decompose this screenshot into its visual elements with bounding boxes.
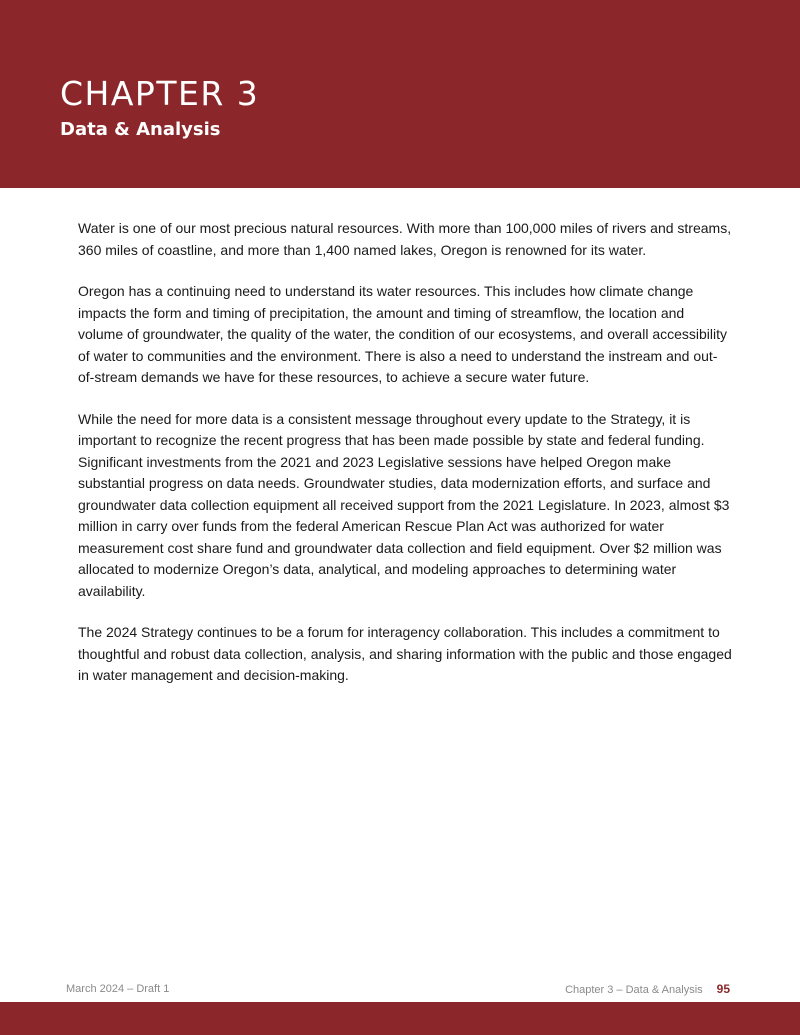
footer-chapter-label: Chapter 3 – Data & Analysis: [565, 984, 703, 996]
page-number: 95: [716, 982, 730, 996]
paragraph-intro: Water is one of our most precious natural resources. With more than 100,000 miles of rivers and streams, 360 miles of coastline, and more than 1,400 named lakes, Oregon is renowned for its water.: [78, 220, 732, 258]
chapter-header-band: [0, 0, 800, 188]
footer-band: [0, 1002, 800, 1035]
body-text: [78, 218, 732, 707]
paragraph-needs: Oregon has a continuing need to understand its water resources. This includes how climate change impacts the form and timing of precipitation, the amount and timing of streamflow, the location and volume of groundwater, the quality of the water, the condition of our ecosystems, and overall accessibility of water to communities and the environment. There is also a need to understand the instream and out-of-stream demands we have for these resources, to achieve a secure water future.: [78, 283, 728, 385]
footer-chapter-info: [565, 982, 730, 996]
paragraph-investments: While the need for more data is a consistent message throughout every update to the Strategy, it is important to recognize the recent progress that has been made possible by state and federal funding. Significant investments from the 2021 and 2023 Legislative sessions have helped Oregon make substantial progress on data needs. Groundwater studies, data modernization efforts, and surface and groundwater data collection equipment all received support from the 2021 Legislature. In 2023, almost $3 million in carry over funds from the federal American Rescue Plan Act was authorized for water measurement cost share fund and groundwater data collection and field equipment. Over $2 million was allocated to modernize Oregon’s data, analytical, and modeling approaches to determining water availability.: [78, 410, 730, 599]
footer-date: March 2024 – Draft 1: [66, 983, 170, 995]
chapter-subtitle: Data & Analysis: [60, 119, 221, 140]
paragraph-collaboration: The 2024 Strategy continues to be a forum for interagency collaboration. This includes a commitment to thoughtful and robust data collection, analysis, and sharing information with the public and those engaged in water management and decision-making.: [78, 624, 732, 683]
chapter-title: CHAPTER 3: [60, 74, 260, 113]
